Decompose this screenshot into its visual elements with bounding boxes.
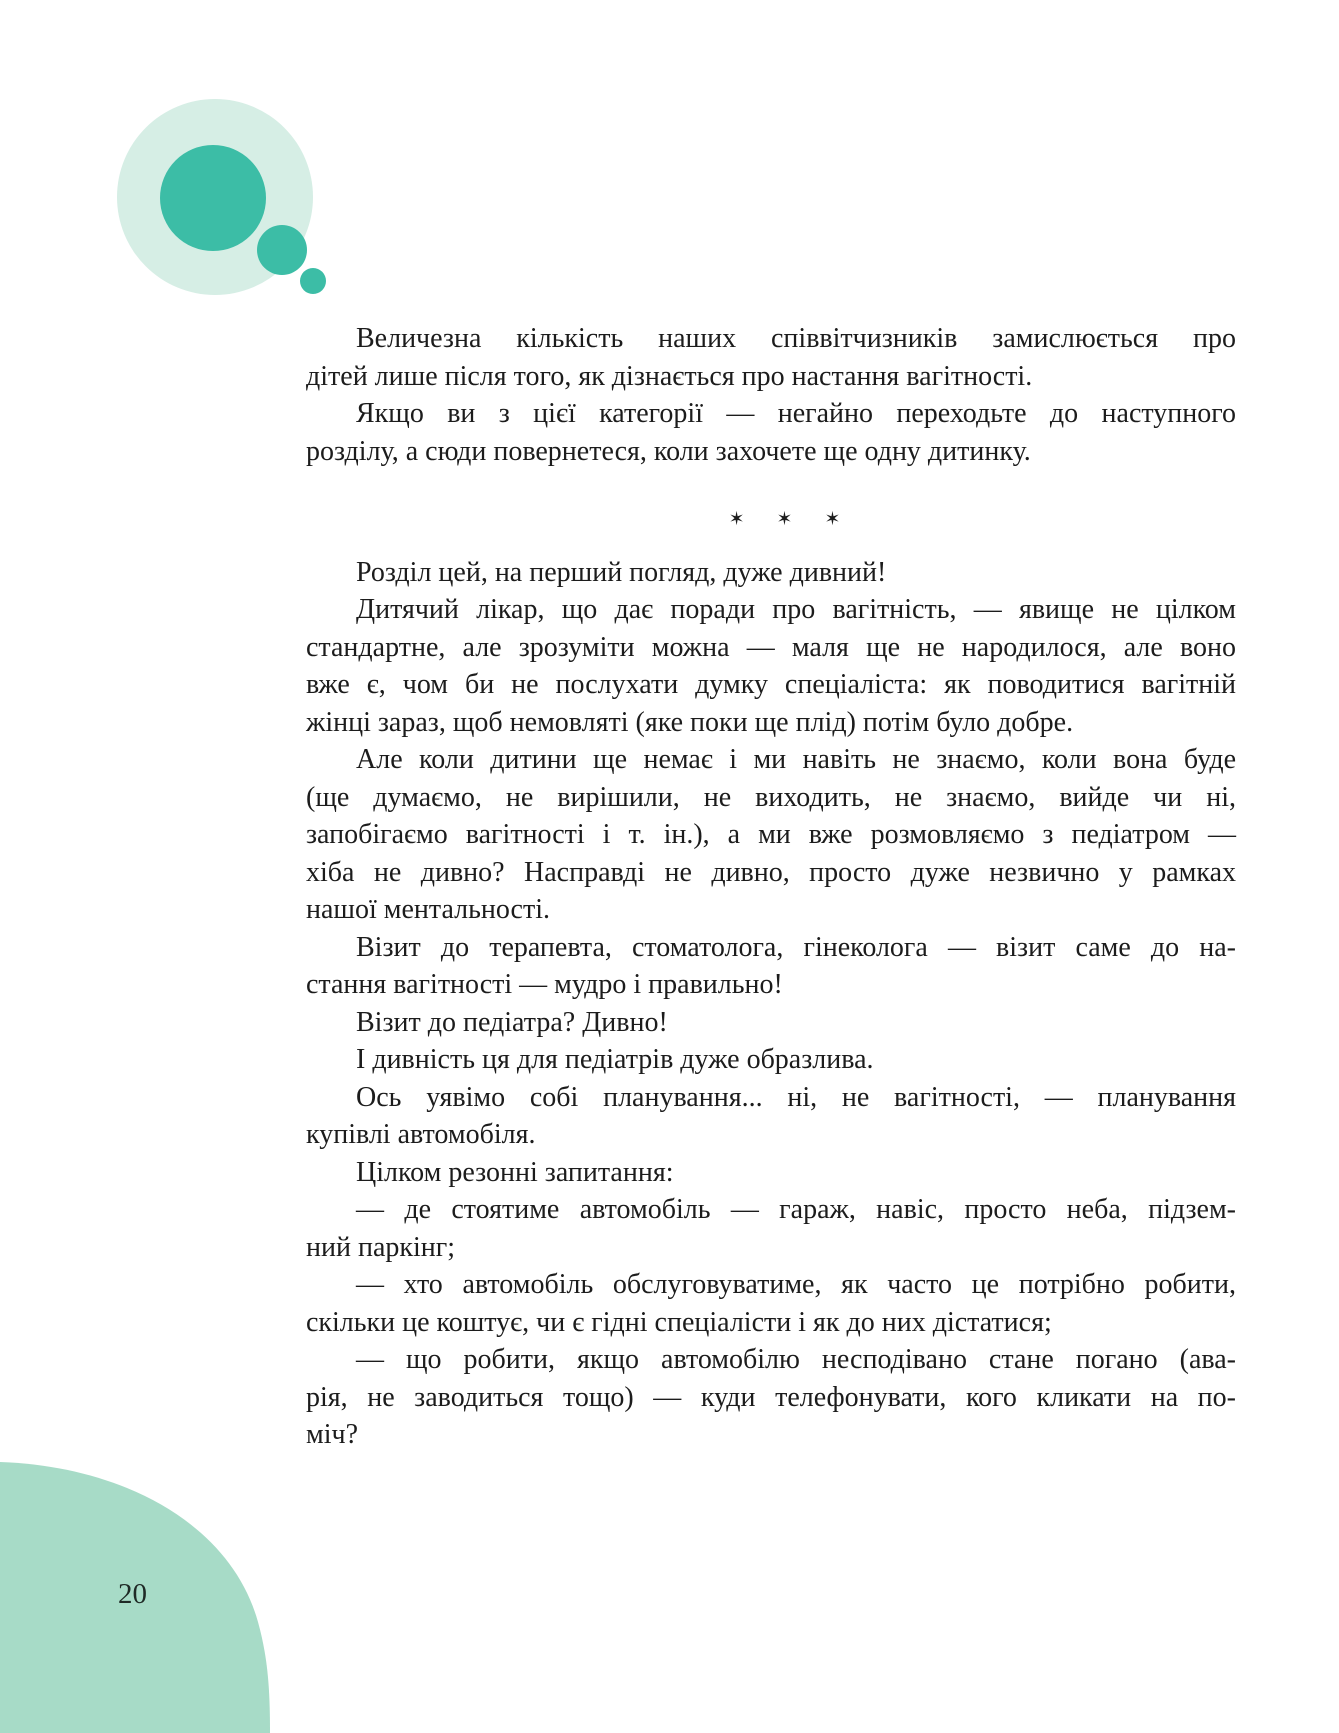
text-column [306, 320, 1236, 1454]
page-number: 20 [118, 1578, 147, 1610]
text-line: — де стоятиме автомобіль — гараж, навіс, просто неба, підзем- [356, 1194, 1236, 1225]
text-line: Розділ цей, на перший погляд, дуже дивний! [356, 556, 887, 588]
text-line: вже є, чом би не послухати думку спеціаліста: як поводитися вагітній [306, 669, 1236, 700]
text-line: — що робити, якщо автомобілю несподівано стане погано (ава- [356, 1344, 1236, 1375]
text-line: Цілком резонні запитання: [356, 1156, 674, 1188]
text-line: розділу, а сюди повернетеся, коли захочете ще одну дитинку. [306, 435, 1031, 467]
section-separator: ✶ ✶ ✶ [728, 508, 854, 530]
text-line: Величезна кількість наших співвітчизників замислюється про [356, 323, 1236, 354]
text-line: Якщо ви з цієї категорії — негайно переходьте до наступного [356, 398, 1236, 429]
text-line: нашої ментальності. [306, 894, 551, 925]
text-line: дітей лише після того, як дізнається про настання вагітності. [306, 360, 1033, 392]
text-line: стандартне, але зрозуміти можна — маля ще не народилося, але воно [306, 631, 1236, 663]
text-line: І дивність ця для педіатрів дуже образлива. [356, 1044, 874, 1075]
text-line: (ще думаємо, не вирішили, не виходить, не знаємо, вийде чи ні, [306, 781, 1236, 813]
decor-circle-medium-icon [257, 225, 307, 275]
text-line: жінці зараз, щоб немовляті (яке поки ще плід) потім було добре. [306, 706, 1074, 738]
text-line: Але коли дитини ще немає і ми навіть не знаємо, коли вона буде [356, 744, 1236, 775]
text-line: стання вагітності — мудро і правильно! [306, 969, 783, 1000]
text-line: Візит до терапевта, стоматолога, гінеколога — візит саме до на- [356, 931, 1236, 963]
text-line: Дитячий лікар, що дає поради про вагітність, — явище не цілком [356, 594, 1236, 625]
text-line: — хто автомобіль обслуговуватиме, як часто це потрібно робити, [356, 1269, 1236, 1300]
text-line: запобігаємо вагітності і т. ін.), а ми вже розмовляємо з педіатром — [306, 819, 1236, 850]
text-line: Візит до педіатра? Дивно! [356, 1006, 668, 1038]
text-line: хіба не дивно? Насправді не дивно, просто дуже незвично у рамках [306, 856, 1236, 888]
text-line: Ось уявімо собі планування... ні, не вагітності, — планування [356, 1081, 1236, 1113]
text-line: купівлі автомобіля. [306, 1119, 536, 1150]
decor-circle-small-icon [300, 268, 326, 294]
decor-circle-inner-icon [160, 145, 266, 251]
text-line: міч? [306, 1419, 359, 1450]
text-line: ний паркінг; [306, 1231, 455, 1263]
text-line: рія, не заводиться тощо) — куди телефонувати, кого кликати на по- [306, 1381, 1236, 1413]
text-line: скільки це коштує, чи є гідні спеціалісти і як до них дістатися; [306, 1306, 1052, 1338]
